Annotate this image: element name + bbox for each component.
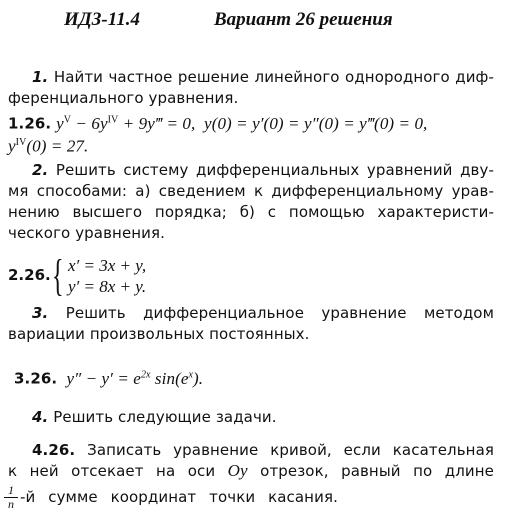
task2-number: 2. [32, 161, 49, 179]
task3-problem-number: 3.26. [14, 369, 58, 388]
task1-number: 1. [32, 68, 49, 86]
task1-equation-cont: $y^{IV}(0) = 27$. [8, 136, 89, 156]
task4-statement: 4. Решить следующие задачи. [32, 408, 277, 426]
system-equation-1: x′ = 3x + y, [68, 256, 147, 275]
task4-problem-line2: к ней отсекает на оси Oy отрезок, равный по длине [8, 461, 494, 480]
task3-statement-line2: вариации произвольных постоянных. [8, 325, 310, 343]
task4-problem-line1: 4.26. Записать уравнение кривой, если касательная [32, 441, 494, 459]
task1-statement-line1: 1. Найти частное решение линейного однородного диф- [32, 68, 494, 86]
task2-statement-line1: 2. Решить систему дифференциальных уравнений дву- [32, 161, 494, 179]
task1-statement-line2: ференциального уравнения. [8, 89, 239, 107]
task1-problem [8, 110, 427, 134]
task4-problem-number: 4.26. [32, 441, 76, 459]
fraction-one-over-n: $\frac{1}{n}$ [4, 484, 18, 511]
task3-statement-line1: 3. Решить дифференциальное уравнение методом [32, 304, 494, 322]
task2-problem-number: 2.26. [8, 266, 51, 284]
variant-title: Вариант 26 решения [214, 9, 393, 30]
task4-number: 4. [32, 408, 49, 426]
task3-problem [14, 365, 203, 389]
task2-statement-line4: ческого уравнения. [8, 224, 166, 242]
task2-statement-line3: нению высшего порядка; б) с помощью характеристи- [8, 203, 494, 221]
system-equation-2: y′ = 8x + y. [68, 277, 147, 296]
task3-equation: $y'' - y' = e^{2x}$ $\sin(e^x)$. [62, 368, 204, 388]
task3-number: 3. [32, 304, 49, 322]
document-header [0, 9, 516, 35]
task1-problem-number: 1.26. [8, 114, 52, 133]
task4-problem-line3: -й сумме координат точки касания. [20, 488, 338, 506]
task1-equation: $y^V - 6y^{IV}$ + 9y‴ = 0, y(0) = y′(0) = y″(0) = y‴(0) = 0, [56, 113, 428, 133]
assignment-code: ИДЗ-11.4 [64, 9, 140, 30]
task2-statement-line2: мя способами: а) сведением к дифференциальному урав- [8, 182, 494, 200]
system-brace: { [52, 251, 64, 300]
